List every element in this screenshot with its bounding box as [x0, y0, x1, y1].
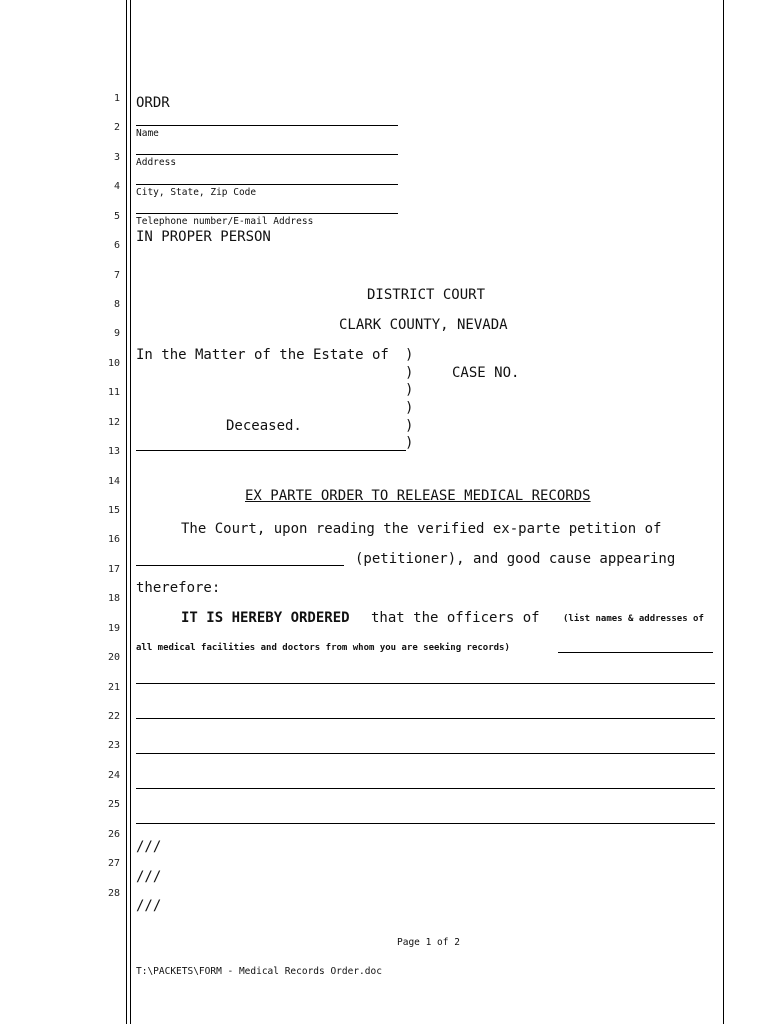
facility-entry-line[interactable] — [136, 718, 715, 719]
line-number: 14 — [107, 476, 120, 487]
line-number: 10 — [107, 358, 120, 369]
caption-paren: ) — [405, 382, 414, 398]
body-paragraph-line: therefore: — [136, 580, 221, 596]
line-number: 21 — [107, 682, 120, 693]
city-state-zip-line[interactable] — [136, 184, 398, 185]
city-state-zip-label: City, State, Zip Code — [136, 187, 257, 198]
instruction-text: (list names & addresses of — [563, 614, 704, 624]
left-margin-rule-inner — [130, 0, 131, 1024]
line-number: 23 — [107, 740, 120, 751]
line-number: 12 — [107, 417, 120, 428]
name-label: Name — [136, 128, 159, 139]
facility-entry-line[interactable] — [136, 788, 715, 789]
line-number: 25 — [107, 799, 120, 810]
continuation-mark: /// — [136, 898, 162, 914]
line-number: 24 — [107, 770, 120, 781]
caption-matter: In the Matter of the Estate of — [136, 347, 389, 363]
name-line[interactable] — [136, 125, 398, 126]
ordered-clause: IT IS HEREBY ORDERED — [181, 610, 350, 626]
continuation-mark: /// — [136, 869, 162, 885]
line-number: 27 — [107, 858, 120, 869]
line-number: 18 — [107, 593, 120, 604]
court-name: DISTRICT COURT — [367, 287, 486, 303]
form-code: ORDR — [136, 95, 170, 111]
court-county: CLARK COUNTY, NEVADA — [339, 317, 508, 333]
continuation-mark: /// — [136, 839, 162, 855]
decedent-name-line[interactable] — [136, 450, 406, 451]
phone-email-line[interactable] — [136, 213, 398, 214]
line-number: 28 — [107, 888, 120, 899]
line-number: 20 — [107, 652, 120, 663]
page-number: Page 1 of 2 — [397, 937, 460, 948]
order-title: EX PARTE ORDER TO RELEASE MEDICAL RECORDS — [245, 488, 591, 504]
line-number: 26 — [107, 829, 120, 840]
ordered-rest: that the officers of — [371, 610, 540, 626]
address-label: Address — [136, 157, 177, 168]
line-number: 11 — [107, 387, 120, 398]
file-path: T:\PACKETS\FORM - Medical Records Order.doc — [136, 966, 382, 977]
facility-entry-line[interactable] — [136, 753, 715, 754]
line-number: 15 — [107, 505, 120, 516]
caption-paren: ) — [405, 365, 414, 381]
right-margin-rule — [723, 0, 724, 1024]
case-number-label: CASE NO. — [452, 365, 520, 381]
line-number: 22 — [107, 711, 120, 722]
caption-paren: ) — [405, 435, 414, 451]
line-number: 5 — [113, 211, 120, 222]
line-number: 8 — [113, 299, 120, 310]
instruction-text: all medical facilities and doctors from whom you are seeking records) — [136, 643, 510, 653]
line-number: 4 — [113, 181, 120, 192]
caption-paren: ) — [405, 400, 414, 416]
proper-person-text: IN PROPER PERSON — [136, 229, 271, 245]
line-number: 6 — [113, 240, 120, 251]
line-number: 3 — [113, 152, 120, 163]
facility-entry-line[interactable] — [558, 652, 713, 653]
body-paragraph-line: The Court, upon reading the verified ex-parte petition of — [181, 521, 662, 537]
address-line[interactable] — [136, 154, 398, 155]
line-number: 7 — [113, 270, 120, 281]
line-number: 1 — [113, 93, 120, 104]
caption-paren: ) — [405, 347, 414, 363]
caption-paren: ) — [405, 418, 414, 434]
caption-deceased: Deceased. — [226, 418, 302, 434]
line-number: 19 — [107, 623, 120, 634]
line-number: 13 — [107, 446, 120, 457]
line-number: 2 — [113, 122, 120, 133]
petitioner-name-line[interactable] — [136, 565, 344, 566]
facility-entry-line[interactable] — [136, 683, 715, 684]
left-margin-rule-outer — [126, 0, 127, 1024]
facility-entry-line[interactable] — [136, 823, 715, 824]
line-number: 17 — [107, 564, 120, 575]
body-paragraph-line: (petitioner), and good cause appearing — [355, 551, 676, 567]
line-number: 9 — [113, 328, 120, 339]
phone-email-label: Telephone number/E-mail Address — [136, 216, 314, 227]
line-number: 16 — [107, 534, 120, 545]
